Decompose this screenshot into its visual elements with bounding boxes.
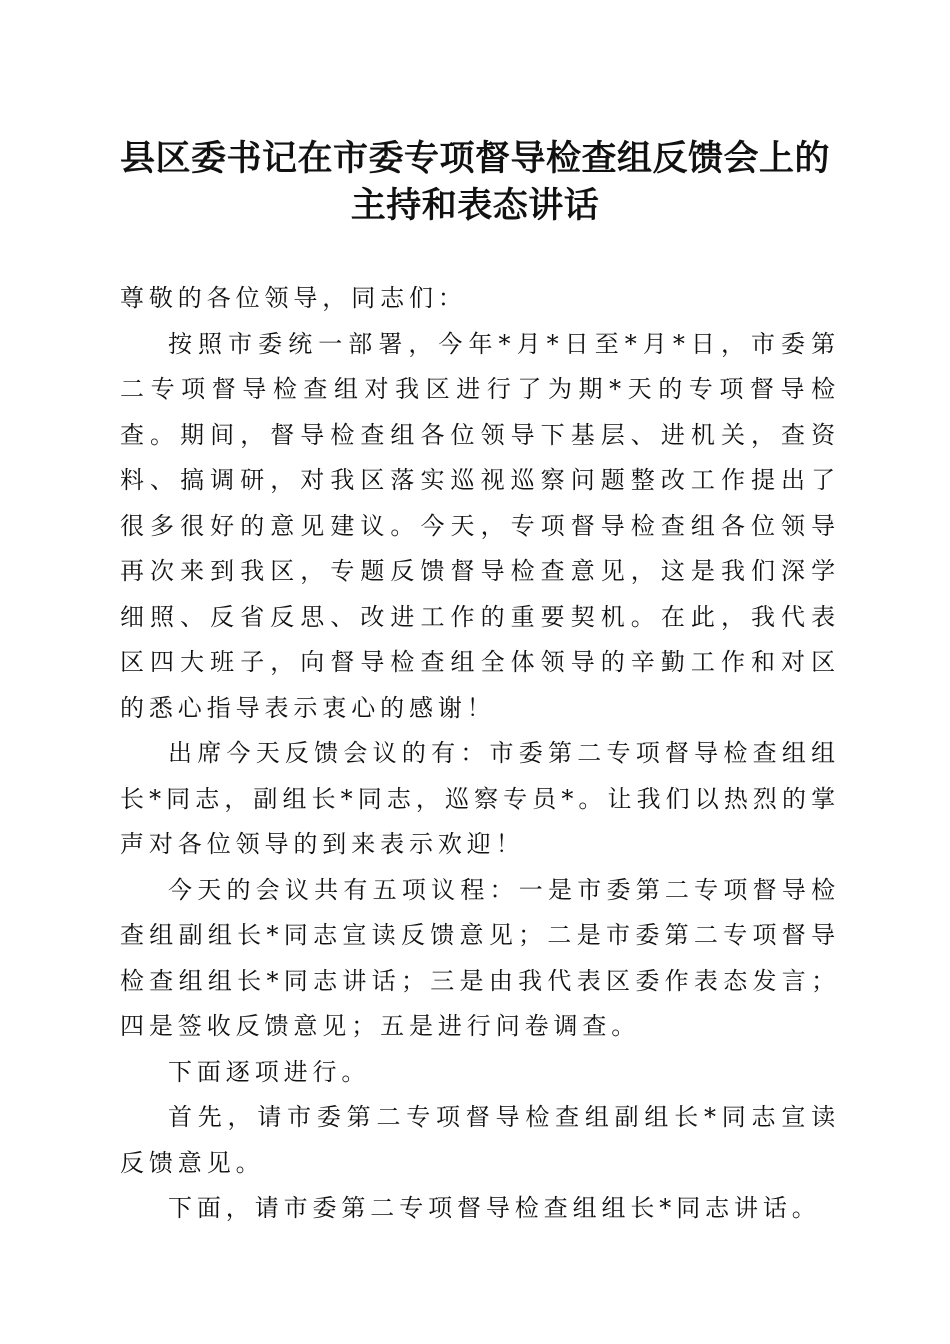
salutation: 尊敬的各位领导，同志们：	[120, 284, 467, 312]
paragraph-opening: 按照市委统一部署，今年*月*日至*月*日，市委第二专项督导检查组对我区进行了为期*天的专项督导检查。期间，督导检查组各位领导下基层、进机关，查资料、搞调研，对我区落实巡视巡察问题整改工作提出了很多很好的意见建议。今天，专项督导检查组各位领导再次来到我区，专题反馈督导检查意见，这是我们深学细照、反省反思、改进工作的重要契机。在此，我代表区四大班子，向督导检查组全体领导的辛勤工作和对区的悉心指导表示衷心的感谢！	[120, 329, 840, 722]
paragraph-agenda: 今天的会议共有五项议程：一是市委第二专项督导检查组副组长*同志宣读反馈意见；二是市委第二专项督导检查组组长*同志讲话；三是由我代表区委作表态发言；四是签收反馈意见；五是进行问卷调查。	[120, 875, 840, 1040]
paragraph-second-item: 下面，请市委第二专项督导检查组组长*同志讲话。	[168, 1194, 821, 1222]
paragraph-attendees: 出席今天反馈会议的有：市委第二专项督导检查组组长*同志，副组长*同志，巡察专员*。让我们以热烈的掌声对各位领导的到来表示欢迎！	[120, 739, 840, 858]
document-body	[120, 276, 840, 1232]
document-title-line-1: 县区委书记在市委专项督导检查组反馈会上的	[119, 138, 830, 179]
document-title-line-2: 主持和表态讲话	[350, 185, 600, 226]
paragraph-first-item: 首先，请市委第二专项督导检查组副组长*同志宣读反馈意见。	[120, 1103, 840, 1177]
paragraph-proceed: 下面逐项进行。	[168, 1057, 371, 1086]
